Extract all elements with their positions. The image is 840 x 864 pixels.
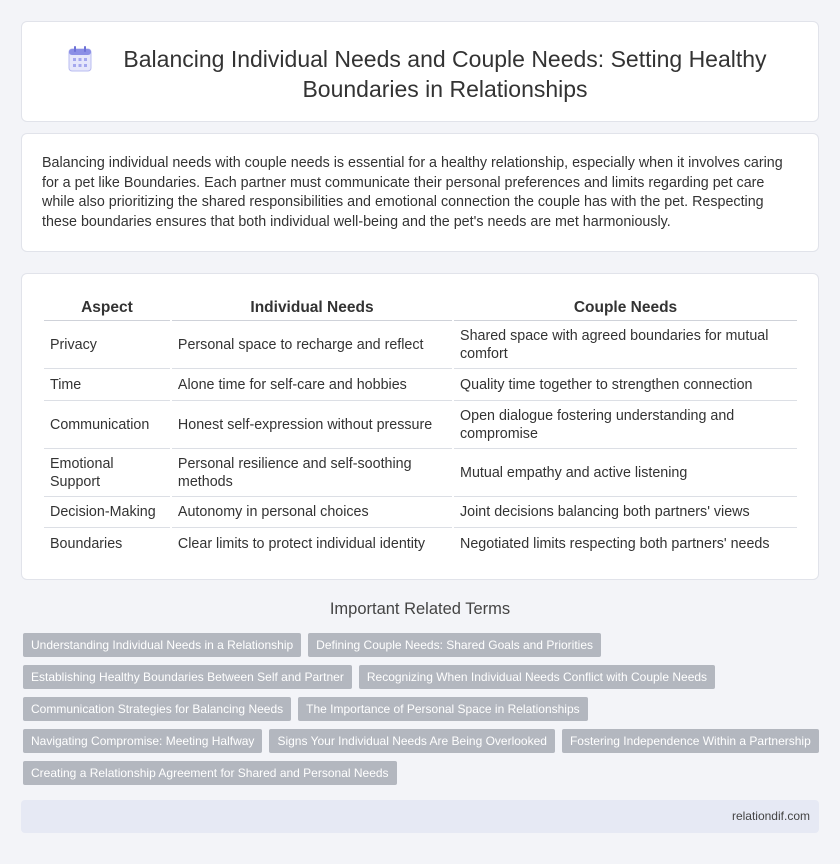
table-cell-aspect: Boundaries [50, 535, 123, 552]
related-term-tag[interactable]: Communication Strategies for Balancing Needs [23, 697, 291, 721]
table-cell-couple: Negotiated limits respecting both partners' needs [460, 535, 770, 552]
table-cell-couple: Open dialogue fostering understanding and compromise [454, 401, 797, 449]
related-term-tag[interactable]: Creating a Relationship Agreement for Shared and Personal Needs [23, 761, 397, 785]
table-header-row [44, 296, 797, 321]
related-term-tag[interactable]: Establishing Healthy Boundaries Between Self and Partner [23, 665, 352, 689]
table-cell-aspect: Emotional Support [44, 449, 170, 497]
column-header-aspect: Aspect [44, 296, 170, 321]
header-card [21, 21, 819, 122]
table-row [44, 449, 797, 497]
footer-site-link[interactable]: relationdif.com [731, 809, 810, 823]
related-term-tag[interactable]: Fostering Independence Within a Partnership [562, 729, 819, 753]
related-term-tag[interactable]: Recognizing When Individual Needs Conflict with Couple Needs [359, 665, 715, 689]
intro-paragraph: Balancing individual needs with couple needs is essential for a healthy relationship, especially when it involves caring for a pet like Boundaries. Each partner must communicate their personal preferences and limits regarding pet care while also prioritizing the shared responsibilities and emotional connection the couple has with the pet. Respecting these boundaries ensures that both individual well-being and the pet's needs are met harmoniously. [42, 155, 783, 230]
column-header-couple-needs: Couple Needs [454, 296, 797, 321]
page-title: Balancing Individual Needs and Couple Needs: Setting Healthy Boundaries in Relationships [123, 46, 767, 102]
table-row [44, 528, 797, 559]
comparison-table [42, 296, 799, 559]
table-cell-aspect: Time [44, 369, 170, 401]
comparison-table-card [21, 273, 819, 580]
table-cell-individual: Autonomy in personal choices [172, 497, 452, 528]
related-term-tag[interactable]: Defining Couple Needs: Shared Goals and Priorities [308, 633, 601, 657]
table-cell-individual: Clear limits to protect individual identity [177, 535, 426, 552]
related-terms-heading: Important Related Terms [329, 600, 511, 618]
table-cell-couple: Shared space with agreed boundaries for mutual comfort [454, 321, 797, 369]
related-term-tag[interactable]: The Importance of Personal Space in Relationships [298, 697, 588, 721]
table-row [44, 369, 797, 401]
table-cell-individual: Alone time for self-care and hobbies [172, 369, 452, 401]
table-cell-aspect: Communication [44, 401, 170, 449]
table-cell-aspect: Decision-Making [44, 497, 170, 528]
table-cell-individual: Personal space to recharge and reflect [172, 321, 452, 369]
table-cell-couple: Joint decisions balancing both partners' views [454, 497, 797, 528]
intro-card [21, 133, 819, 252]
related-term-tag[interactable]: Signs Your Individual Needs Are Being Overlooked [269, 729, 555, 753]
related-terms-list [23, 633, 823, 793]
table-cell-individual: Personal resilience and self-soothing methods [172, 449, 452, 497]
table-cell-couple: Mutual empathy and active listening [454, 449, 797, 497]
table-row [44, 321, 797, 369]
related-term-tag[interactable]: Understanding Individual Needs in a Relationship [23, 633, 301, 657]
table-cell-aspect: Privacy [44, 321, 170, 369]
table-row [44, 401, 797, 449]
table-cell-couple: Quality time together to strengthen connection [454, 369, 797, 401]
table-cell-individual: Honest self-expression without pressure [172, 401, 452, 449]
footer [21, 800, 819, 833]
table-row [44, 497, 797, 528]
related-term-tag[interactable]: Navigating Compromise: Meeting Halfway [23, 729, 262, 753]
column-header-individual-needs: Individual Needs [172, 296, 452, 321]
